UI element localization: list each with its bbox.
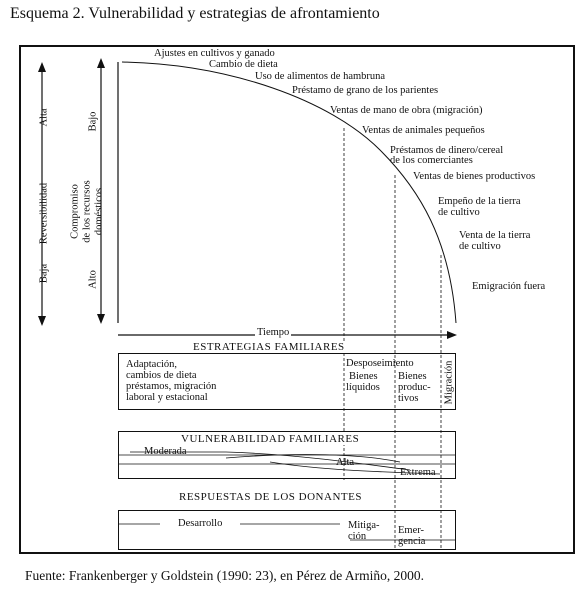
curve-label-emigracion: Emigración fuera	[472, 281, 546, 292]
axis-label-baja: Baja	[38, 263, 50, 284]
respuestas-desarrollo: Desarrollo	[178, 518, 223, 529]
estrategias-header: ESTRATEGIAS FAMILIARES	[190, 341, 348, 353]
estrategias-col1-line3: préstamos, migración	[126, 381, 217, 392]
estrategias-col2-line1: Bienes	[349, 371, 378, 382]
axis-label-compromiso-2: de los recursos	[81, 180, 93, 243]
respuestas-mitigacion-1: Mitiga-	[348, 520, 380, 531]
vulnerabilidad-alta: Alta	[336, 457, 355, 468]
vulnerabilidad-extrema: Extrema	[400, 467, 436, 478]
axis-label-tiempo: Tiempo	[257, 327, 290, 338]
curve-label-ajustes: Ajustes en cultivos y ganado	[154, 48, 275, 59]
axis-label-bajo: Bajo	[87, 111, 99, 132]
estrategias-col3-line2: produc-	[398, 382, 431, 393]
curve-label-ventas-mano-obra: Ventas de mano de obra (migración)	[330, 105, 483, 116]
estrategias-col4-migracion: Migración	[443, 360, 455, 405]
estrategias-col1-line4: laboral y estacional	[126, 392, 208, 403]
respuestas-header: RESPUESTAS DE LOS DONANTES	[176, 491, 365, 503]
curve-label-ventas-animales: Ventas de animales pequeños	[362, 125, 485, 136]
curve-label-empeno-1: Empeño de la tierra	[438, 196, 521, 207]
vulnerabilidad-header: VULNERABILIDAD FAMILIARES	[178, 433, 362, 445]
curve-label-prestamo-grano: Préstamo de grano de los parientes	[292, 85, 439, 96]
respuestas-emergencia-1: Emer-	[398, 525, 425, 536]
curve-label-venta-tierra-2: de cultivo	[459, 241, 501, 252]
axis-label-alto: Alto	[87, 270, 99, 289]
estrategias-col1-line2: cambios de dieta	[126, 370, 197, 381]
curve-label-uso-alimentos: Uso de alimentos de hambruna	[255, 71, 386, 82]
axis-label-compromiso-1: Compromiso	[69, 184, 81, 239]
curve-label-prestamos-dinero-2: de los comerciantes	[390, 155, 473, 166]
estrategias-desposeimiento: Desposeimiento	[346, 358, 414, 369]
axis-label-compromiso-3: domésticos	[93, 187, 105, 236]
curve-label-cambio-dieta: Cambio de dieta	[209, 59, 278, 70]
estrategias-col3-line3: tivos	[398, 393, 419, 404]
respuestas-emergencia-2: gencia	[398, 536, 426, 547]
estrategias-col2-line2: líquidos	[346, 382, 380, 393]
estrategias-col3-line1: Bienes	[398, 371, 427, 382]
curve-label-empeno-2: de cultivo	[438, 207, 480, 218]
vulnerabilidad-moderada: Moderada	[144, 446, 187, 457]
figure-title: Esquema 2. Vulnerabilidad y estrategias de afrontamiento	[10, 5, 380, 22]
curve-label-prestamos-dinero-1: Préstamos de dinero/cereal	[390, 145, 504, 156]
axis-label-alta: Alta	[38, 108, 50, 127]
curve-label-venta-tierra-1: Venta de la tierra	[459, 230, 531, 241]
source-citation: Fuente: Frankenberger y Goldstein (1990: 23), en Pérez de Armiño, 2000.	[25, 568, 425, 583]
respuestas-mitigacion-2: ción	[348, 531, 367, 542]
axis-label-reversibilidad: Reversibilidad	[38, 182, 50, 245]
estrategias-col1-line1: Adaptación,	[126, 359, 178, 370]
curve-label-ventas-bienes: Ventas de bienes productivos	[413, 171, 536, 182]
